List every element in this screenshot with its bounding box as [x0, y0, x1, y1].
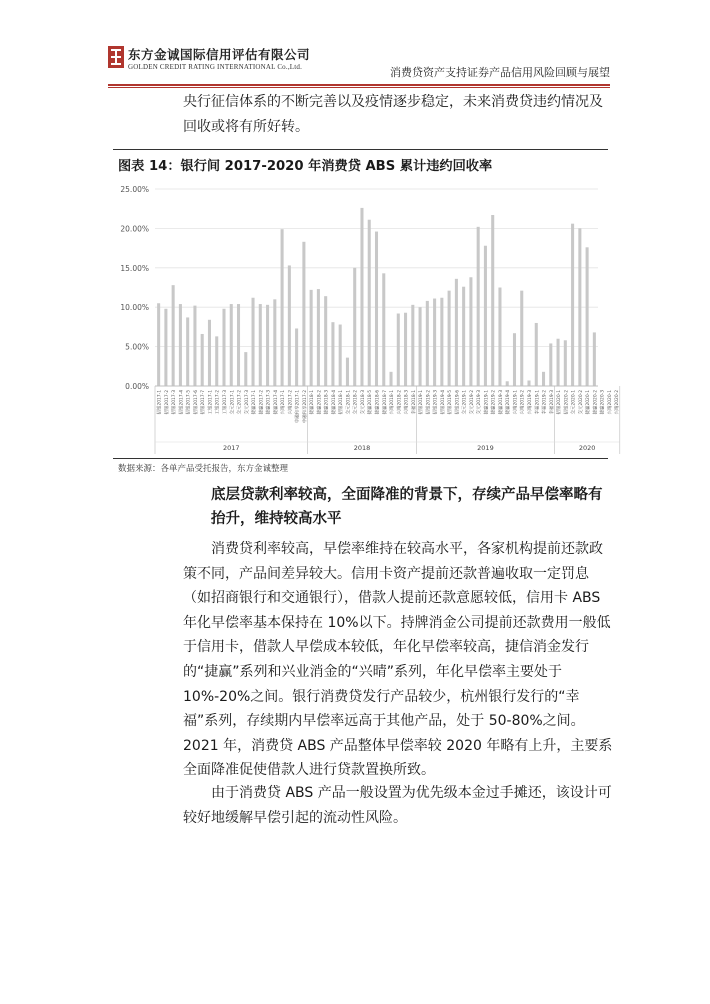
x-tick-label: 招银2020-2: [564, 390, 570, 415]
bar: [310, 290, 313, 386]
group-label: 2017: [222, 444, 240, 452]
company-name-en: GOLDEN CREDIT RATING INTERNATIONAL Co.,Ltd.: [128, 63, 303, 71]
x-tick-label: 交元2019-1: [462, 390, 468, 415]
bar: [193, 306, 196, 386]
bar: [157, 303, 160, 386]
y-tick-label: 10.00%: [120, 303, 149, 313]
x-tick-label: 交元2018-2: [353, 390, 359, 415]
y-tick-label: 5.00%: [125, 342, 149, 352]
x-tick-label: 捷赢2018-5: [368, 390, 374, 415]
x-tick-label: 招银2019-1: [419, 390, 425, 415]
x-tick-label: 交元2020-1: [571, 390, 577, 415]
bar: [288, 265, 291, 386]
bar-chart: [113, 175, 621, 458]
x-tick-label: 中融和享2017-2: [302, 390, 308, 424]
x-tick-label: 捷赢2018-1: [310, 390, 316, 415]
section-heading: 底层贷款利率较高，全面降准的背景下，存续产品早偿率略有抬升，维持较高水平: [211, 487, 603, 527]
bar: [302, 242, 305, 386]
x-tick-label: 招银2017-1: [157, 390, 163, 415]
x-tick-label: 交元2017-2: [237, 390, 243, 415]
x-tick-label: 捷赢2018-6: [375, 390, 381, 415]
body-paragraph: 由于消费贷 ABS 产品一般设置为优先级本金过手摊还，该设计可较好地缓解早偿引起的流动性风险。: [183, 785, 612, 826]
bar: [244, 352, 247, 386]
header-divider-thin: [108, 87, 610, 88]
bar: [201, 334, 204, 386]
bar: [419, 307, 422, 386]
bar: [252, 298, 255, 386]
x-tick-label: 招银2017-2: [164, 390, 170, 415]
x-tick-label: 招银2018-1: [339, 390, 345, 415]
bar: [462, 287, 465, 386]
x-tick-label: 捷赢2020-2: [593, 390, 599, 415]
bar: [557, 339, 560, 386]
x-tick-label: 招银2017-5: [186, 390, 192, 415]
bar: [469, 277, 472, 386]
bar: [339, 325, 342, 386]
bar: [346, 358, 349, 386]
x-tick-label: 捷赢2019-4: [506, 390, 512, 415]
group-label: 2018: [353, 444, 371, 452]
x-tick-label: 交元2020-2: [578, 390, 584, 415]
x-tick-label: 招银2019-6: [455, 390, 461, 415]
bar: [426, 301, 429, 386]
bar: [491, 215, 494, 386]
x-tick-label: 兴晴2020-2: [615, 390, 621, 415]
y-tick-label: 15.00%: [120, 263, 149, 273]
bar: [259, 304, 262, 386]
figure-bottom-rule: [113, 458, 608, 459]
x-tick-label: 捷赢2019-3: [498, 390, 504, 415]
bar: [179, 304, 182, 386]
bar: [520, 291, 523, 386]
bar: [382, 273, 385, 386]
bar: [455, 279, 458, 386]
x-tick-label: 招银2019-2: [426, 390, 432, 415]
x-tick-label: 捷赢2017-2: [259, 390, 265, 415]
x-tick-label: 捷赢2018-2: [317, 390, 323, 415]
bar: [571, 224, 574, 386]
x-tick-label: 捷赢2019-2: [491, 390, 497, 415]
bar: [549, 343, 552, 386]
y-tick-label: 0.00%: [125, 382, 149, 391]
bar: [593, 332, 596, 386]
x-tick-label: 兴晴2019-3: [528, 390, 534, 415]
intro-paragraph: 央行征信体系的不断完善以及疫情逐步稳定，未来消费贷违约情况及回收或将有所好转。: [183, 94, 603, 135]
x-tick-label: 招银2020-1: [557, 390, 563, 415]
x-tick-label: 工银2017-3: [222, 390, 228, 415]
x-tick-label: 兴晴2019-1: [513, 390, 519, 415]
bar: [230, 304, 233, 386]
x-tick-label: 幸福2019-2: [542, 390, 548, 415]
x-tick-label: 捷赢2020-3: [600, 390, 606, 415]
bar: [172, 285, 175, 386]
x-tick-label: 招银2019-3: [433, 390, 439, 415]
bar: [389, 372, 392, 386]
bar: [164, 309, 167, 386]
x-tick-label: 交元2018-3: [360, 390, 366, 415]
x-tick-label: 招银2017-7: [201, 390, 207, 415]
x-tick-label: 兴晴2017-1: [281, 390, 287, 415]
x-tick-label: 兴晴2018-2: [397, 390, 403, 415]
bar: [186, 317, 189, 386]
bar: [208, 320, 211, 386]
bar: [586, 247, 589, 386]
x-tick-label: 捷赢2018-3: [324, 390, 330, 415]
x-tick-label: 捷赢2017-1: [252, 390, 258, 415]
bar: [448, 291, 451, 386]
bar: [477, 227, 480, 386]
bar: [404, 313, 407, 386]
report-title: 消费贷资产支持证券产品信用风险回顾与展望: [390, 66, 610, 79]
x-tick-label: 捷赢2018-4: [331, 390, 337, 415]
figure-source: 数据来源：各单产品受托报告，东方金诚整理: [118, 464, 289, 474]
bar: [433, 299, 436, 386]
x-tick-label: 招银2017-3: [172, 390, 178, 415]
company-logo-icon: [108, 46, 124, 68]
bar: [368, 220, 371, 386]
bar: [295, 328, 298, 386]
bar: [535, 323, 538, 386]
figure-top-rule: [113, 149, 608, 150]
bar: [222, 309, 225, 386]
x-tick-label: 交元2017-3: [244, 390, 250, 415]
x-tick-label: 兴晴2019-2: [520, 390, 526, 415]
x-tick-label: 工银2017-2: [215, 390, 221, 415]
bar: [273, 299, 276, 386]
x-tick-label: 兴晴2020-1: [607, 390, 613, 415]
bar: [440, 298, 443, 386]
bar: [324, 296, 327, 386]
x-tick-label: 招银2017-6: [193, 390, 199, 415]
x-tick-label: 交元2019-3: [477, 390, 483, 415]
bar: [411, 305, 414, 386]
bar: [266, 305, 269, 386]
bar: [397, 314, 400, 386]
x-tick-label: 捷赢2017-3: [266, 390, 272, 415]
x-tick-label: 工银2017-1: [208, 390, 214, 415]
y-tick-label: 20.00%: [120, 224, 149, 234]
bar: [317, 289, 320, 386]
x-tick-label: 招银2017-4: [179, 390, 185, 415]
x-tick-label: 幸福2019-3: [549, 390, 555, 415]
bar: [375, 232, 378, 386]
figure-title: 图表 14：银行间 2017-2020 年消费贷 ABS 累计违约回收率: [118, 159, 493, 174]
x-tick-label: 招银2019-4: [440, 390, 446, 415]
bar: [506, 381, 509, 386]
x-tick-label: 捷赢2020-1: [586, 390, 592, 415]
bar: [513, 333, 516, 386]
x-tick-label: 捷赢2017-4: [273, 390, 279, 415]
y-tick-label: 25.00%: [120, 185, 149, 194]
x-tick-label: 幸福2018-1: [411, 390, 417, 415]
bar: [578, 228, 581, 386]
x-tick-label: 捷赢2018-7: [382, 390, 388, 415]
x-tick-label: 捷赢2019-1: [484, 390, 490, 415]
company-name-cn: 东方金诚国际信用评估有限公司: [128, 47, 311, 62]
bar: [564, 340, 567, 386]
x-tick-label: 交元2019-2: [469, 390, 475, 415]
bar: [498, 288, 501, 387]
body-paragraph: 消费贷利率较高，早偿率维持在较高水平，各家机构提前还款政策不同，产品间差异较大。信用卡资产提前还款普遍收取一定罚息（如招商银行和交通银行），借款人提前还款意愿较低，信用卡 ABS 年化早偿率基本保持在 10%以下。持牌消金公司提前还款费用一般低于信用卡，借款人早偿成本较低，年化早偿率较高，捷信消金发行的“捷赢”系列和兴业消金的“兴晴”系列，年化早偿率主要处于 10%-20%之间。银行消费贷发行产品较少，杭州银行发行的“幸福”系列，存续期内早偿率远高于其他产品，处于 50-80%之间。2021 年，消费贷 ABS 产品整体早偿率较 2020 年略有上升，主要系全面降准促使借款人进行贷款置换所致。: [183, 541, 613, 779]
group-label: 2020: [578, 444, 596, 452]
bar: [237, 304, 240, 386]
group-label: 2019: [477, 444, 494, 452]
x-tick-label: 交元2017-1: [230, 390, 236, 415]
page-header: [108, 40, 610, 84]
bar: [215, 336, 218, 386]
x-tick-label: 交元2018-1: [346, 390, 352, 415]
bar: [281, 229, 284, 386]
bar: [542, 372, 545, 386]
x-tick-label: 招银2019-5: [448, 390, 454, 415]
bar: [331, 322, 334, 386]
bar: [527, 380, 530, 386]
header-divider: [108, 84, 610, 86]
x-tick-label: 兴晴2018-3: [404, 390, 410, 415]
bar: [353, 268, 356, 386]
x-tick-label: 中融和享2017-1: [295, 390, 301, 424]
bar: [360, 208, 363, 386]
x-tick-label: 兴晴2017-2: [288, 390, 294, 415]
x-tick-label: 幸福2019-1: [535, 390, 541, 415]
x-tick-label: 兴晴2018-1: [390, 390, 396, 415]
bar: [484, 246, 487, 386]
